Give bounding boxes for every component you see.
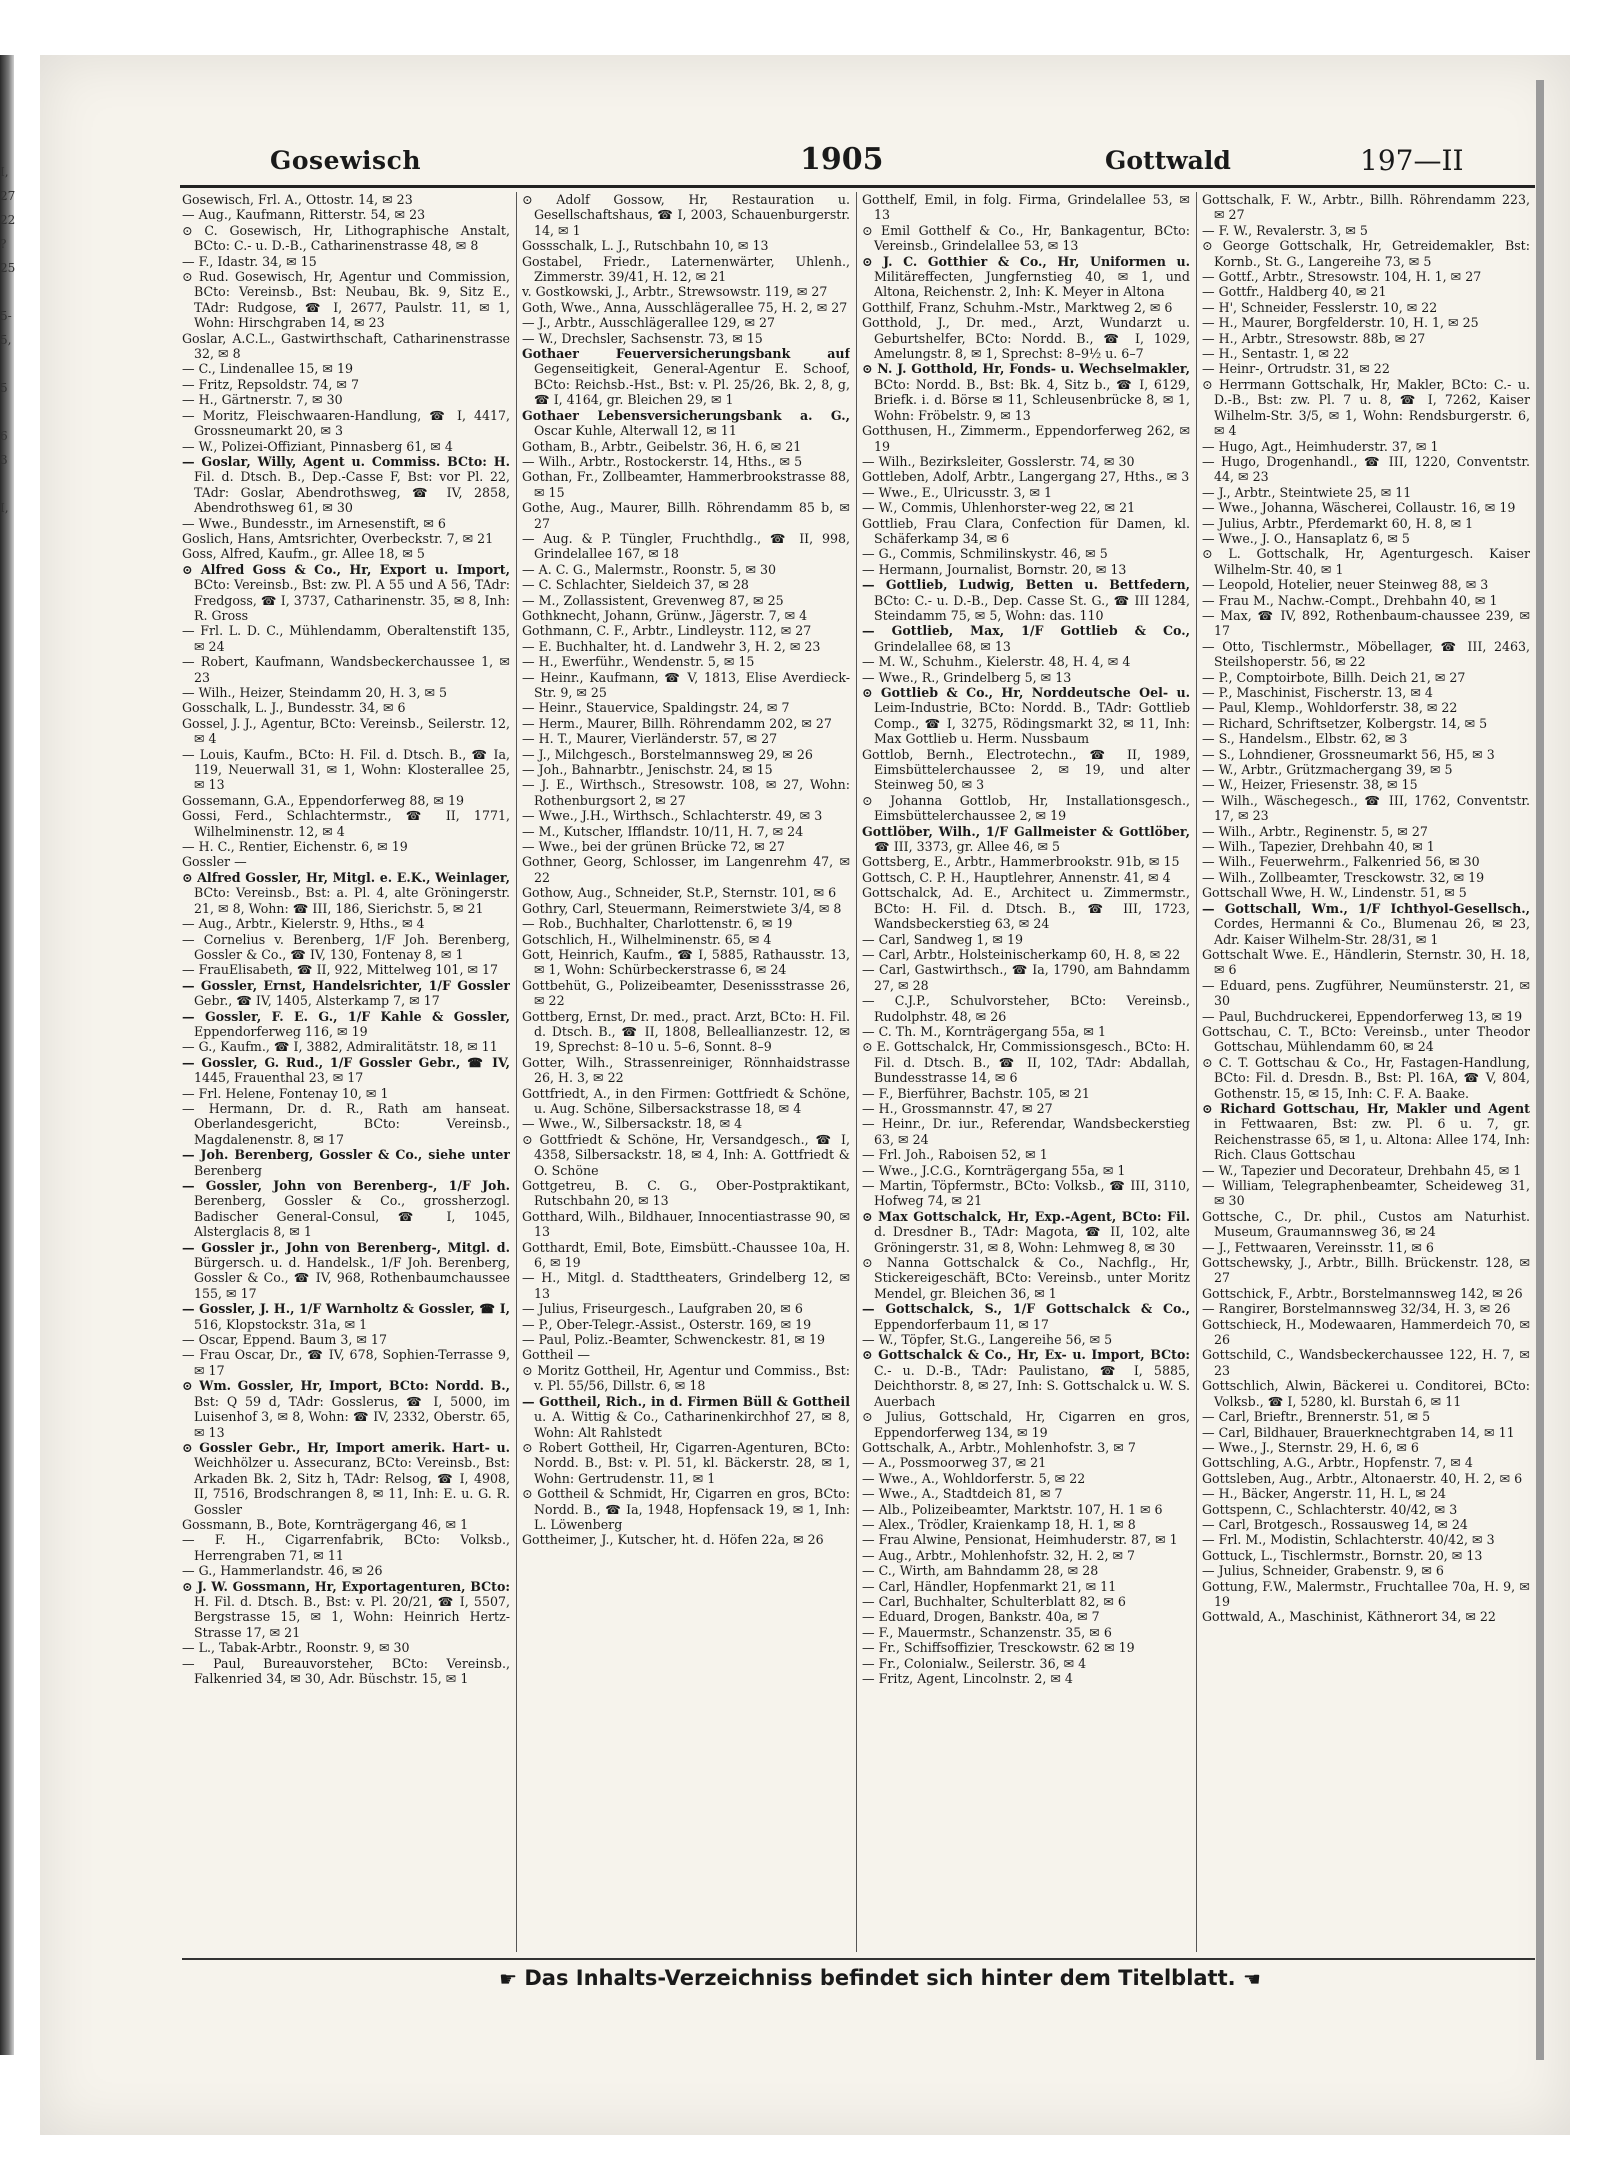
directory-entry: — J., Arbtr., Steintwiete 25, ✉ 11 (1202, 484, 1412, 500)
directory-entry: Gotthusen, H., Zimmerm., Eppendorferweg 262, ✉ 19 (862, 423, 1190, 454)
directory-entry: Gothow, Aug., Schneider, St.P., Sternstr. 101, ✉ 6 (522, 885, 837, 901)
directory-entry: Gottschling, A.G., Arbtr., Hopfenstr. 7, ✉ 4 (1202, 1455, 1473, 1471)
directory-entry: — Frl. M., Modistin, Schlachterstr. 40/42, ✉ 3 (1202, 1532, 1495, 1548)
directory-entry: — Joh. Berenberg, Gossler & Co., siehe unter Berenberg (182, 1147, 510, 1178)
directory-entry: ⊙ Gottschalck & Co., Hr, Ex- u. Import, BCto: C.- u. D.-B., TAdr: Paulistano, ☎ I, 5885, Deichthorstr. 8, ✉ 27, Inh: S. Gottschalck u. W. S. Auerbach (862, 1347, 1190, 1409)
directory-entry: Gothe, Aug., Maurer, Billh. Röhrendamm 85 b, ✉ 27 (522, 500, 850, 531)
directory-entry: — Wilh., Zollbeamter, Tresckowstr. 32, ✉ 19 (1202, 869, 1485, 885)
directory-entry: Gottheimer, J., Kutscher, ht. d. Höfen 22a, ✉ 26 (522, 1532, 824, 1548)
directory-entry: Gossi, Ferd., Schlachtermstr., ☎ II, 1771, Wilhelminenstr. 12, ✉ 4 (182, 808, 510, 839)
directory-entry: — J. E., Wirthsch., Stresowstr. 108, ✉ 27, Wohn: Rothenburgsort 2, ✉ 27 (522, 777, 850, 808)
directory-entry: ⊙ Gossler Gebr., Hr, Import amerik. Hart- u. Weichhölzer u. Assecuranz, BCto: Vereinsb., Bst: Arkaden Bk. 2, Sitz h, TAdr: Relsog, ☎ I, 4908, II, 7516, Brodschrangen 8, ✉ 11, Inh: E. u. G. R. Gossler (182, 1439, 510, 1517)
directory-entry: — Carl, Gastwirthsch., ☎ Ia, 1790, am Bahndamm 27, ✉ 28 (862, 962, 1190, 993)
directory-entry: — F. H., Cigarrenfabrik, BCto: Volksb., Herrengraben 71, ✉ 11 (182, 1532, 510, 1563)
directory-entry: — Wwe., J. O., Hansaplatz 6, ✉ 5 (1202, 530, 1410, 546)
directory-entry: — Richard, Schriftsetzer, Kolbergstr. 14, ✉ 5 (1202, 715, 1488, 731)
directory-entry: — Carl, Buchhalter, Schulterblatt 82, ✉ 6 (862, 1593, 1126, 1609)
directory-entry: — Aug., Arbtr., Kielerstr. 9, Hths., ✉ 4 (182, 916, 425, 932)
margin-fragment (0, 472, 22, 496)
directory-entry: — Paul, Buchdruckerei, Eppendorferweg 13, ✉ 19 (1202, 1008, 1523, 1024)
directory-entry: — H., Ewerführ., Wendenstr. 5, ✉ 15 (522, 654, 755, 670)
directory-entry: Gottschlich, Alwin, Bäckerei u. Conditorei, BCto: Volksb., ☎ I, 5280, kl. Burstah 6, ✉ 11 (1202, 1378, 1530, 1409)
directory-entry: — Rob., Buchhalter, Charlottenstr. 6, ✉ 19 (522, 916, 793, 932)
directory-entry: ⊙ Moritz Gottheil, Hr, Agentur und Commiss., Bst: v. Pl. 55/56, Dillstr. 6, ✉ 18 (522, 1362, 850, 1394)
margin-fragment: I, (0, 165, 9, 179)
directory-entry: — Carl, Bildhauer, Brauerknechtgraben 14, ✉ 11 (1202, 1424, 1515, 1440)
directory-entry: — A., Possmoorweg 37, ✉ 21 (862, 1455, 1047, 1471)
directory-entry: — G., Hammerlandstr. 46, ✉ 26 (182, 1563, 383, 1579)
directory-entry: Gottschild, C., Wandsbeckerchaussee 122, H. 7, ✉ 23 (1202, 1347, 1530, 1378)
margin-fragment: 27 (0, 189, 16, 203)
directory-entry: — Gossler, G. Rud., 1/F Gossler Gebr., ☎ IV, 1445, Frauenthal 23, ✉ 17 (182, 1054, 510, 1086)
directory-entry: — Oscar, Eppend. Baum 3, ✉ 17 (182, 1332, 387, 1348)
directory-entry: — Frl. Helene, Fontenay 10, ✉ 1 (182, 1085, 389, 1101)
directory-entry: — C. Schlachter, Sieldeich 37, ✉ 28 (522, 577, 749, 593)
directory-entry: Gottschewsky, J., Arbtr., Billh. Brückenstr. 128, ✉ 27 (1202, 1255, 1530, 1286)
directory-entry: — Wilh., Arbtr., Rostockerstr. 14, Hths., ✉ 5 (522, 453, 803, 469)
margin-fragment: ? (0, 237, 7, 251)
directory-entry: — Frau Alwine, Pensionat, Heimhuderstr. 87, ✉ 1 (862, 1532, 1178, 1548)
directory-entry: — M. W., Schuhm., Kielerstr. 48, H. 4, ✉ 4 (862, 654, 1131, 670)
directory-entry: — F., Bierführer, Bachstr. 105, ✉ 21 (862, 1085, 1090, 1101)
directory-entry: ⊙ Richard Gottschau, Hr, Makler und Agent in Fettwaaren, Bst: zw. Pl. 6 u. 7, gr. Reichenstrasse 65, ✉ 1, u. Altona: Allee 174, Inh: Rich. Claus Gottschau (1202, 1100, 1530, 1163)
directory-entry: — Carl, Arbtr., Holsteinischerkamp 60, H. 8, ✉ 22 (862, 946, 1181, 962)
directory-entry: v. Gostkowski, J., Arbtr., Strewsowstr. 119, ✉ 27 (522, 284, 828, 300)
directory-entry: — Paul, Klemp., Wohldorferstr. 38, ✉ 22 (1202, 700, 1458, 716)
directory-entry: ⊙ Alfred Gossler, Hr, Mitgl. e. E.K., Weinlager, BCto: Vereinsb., Bst: a. Pl. 4, alte Gröningerstr. 21, ✉ 8, Wohn: ☎ III, 186, Sierichstr. 5, ✉ 21 (182, 869, 510, 916)
page-number: 197—II (1360, 144, 1464, 177)
directory-entry: — P., Ober-Telegr.-Assist., Osterstr. 169, ✉ 19 (522, 1316, 812, 1332)
directory-entry: — Leopold, Hotelier, neuer Steinweg 88, ✉ 3 (1202, 577, 1489, 593)
directory-entry: — F. W., Revalerstr. 3, ✉ 5 (1202, 222, 1368, 238)
directory-entry: ⊙ E. Gottschalck, Hr, Commissionsgesch., BCto: H. Fil. d. Dtsch. B., ☎ II, 102, TAdr: Abdallah, Bundesstrasse 14, ✉ 6 (862, 1039, 1190, 1086)
directory-entry: — Gossler jr., John von Berenberg-, Mitgl. d. Bürgersch. u. d. Handelsk., 1/F Joh. Berenberg, Gossler & Co., ☎ IV, 968, Rothenbaumchaussee 155, ✉ 17 (182, 1239, 510, 1301)
directory-entry: — Robert, Kaufmann, Wandsbeckerchaussee 1, ✉ 23 (182, 654, 510, 685)
directory-entry: Gottfriedt, A., in den Firmen: Gottfriedt & Schöne, u. Aug. Schöne, Silbersackstrasse 18, ✉ 4 (522, 1085, 850, 1116)
directory-entry: — Wwe., bei der grünen Brücke 72, ✉ 27 (522, 839, 785, 855)
directory-entry: — J., Arbtr., Ausschlägerallee 129, ✉ 27 (522, 315, 776, 331)
margin-fragment: 5- (0, 309, 12, 323)
directory-entry: Gotthelf, Emil, in folg. Firma, Grindelallee 53, ✉ 13 (862, 192, 1190, 223)
directory-entry: Gothaer Feuerversicherungsbank auf Gegenseitigkeit, General-Agentur E. Schoof, BCto: Reichsb.-Hst., Bst: v. Pl. 25/26, Bk. 2, 8, g, ☎ I, 4164, gr. Bleichen 29, ✉ 1 (522, 346, 850, 408)
directory-entry: Gothmann, C. F., Arbtr., Lindleystr. 112, ✉ 27 (522, 623, 812, 639)
directory-entry: Gottheil — (522, 1347, 590, 1363)
directory-entry: Gottleben, Adolf, Arbtr., Langergang 27, Hths., ✉ 3 (862, 469, 1190, 485)
directory-entry: Gothry, Carl, Steuermann, Reimerstwiete 3/4, ✉ 8 (522, 900, 842, 916)
directory-entry: Gotthard, Wilh., Bildhauer, Innocentiastrasse 90, ✉ 13 (522, 1208, 850, 1240)
directory-entry: Gottschalk, F. W., Arbtr., Billh. Röhrendamm 223, ✉ 27 (1202, 192, 1530, 223)
directory-entry: — Wwe., E., Ulricusstr. 3, ✉ 1 (862, 484, 1053, 500)
directory-entry: — Frl. Joh., Raboisen 52, ✉ 1 (862, 1147, 1048, 1163)
footer-text: Das Inhalts-Verzeichniss befindet sich hinter dem Titelblatt. (524, 1966, 1236, 1990)
directory-entry: — Paul, Poliz.-Beamter, Schwenckestr. 81, ✉ 19 (522, 1332, 826, 1348)
directory-entry: — Fritz, Repsoldstr. 74, ✉ 7 (182, 376, 359, 392)
directory-column-4 (1202, 192, 1530, 1952)
directory-entry: — Wilh., Bezirksleiter, Gosslerstr. 74, ✉ 30 (862, 453, 1135, 469)
directory-entry: — Alex., Trödler, Kraienkamp 18, H. 1, ✉ 8 (862, 1516, 1136, 1532)
margin-fragment (0, 352, 22, 376)
directory-entry: — Gossler, Ernst, Handelsrichter, 1/F Gossler Gebr., ☎ IV, 1405, Alsterkamp 7, ✉ 17 (182, 977, 510, 1009)
directory-entry: ⊙ Gottlieb & Co., Hr, Norddeutsche Oel- u. Leim-Industrie, BCto: Nordd. B., TAdr: Gottlieb Comp., ☎ I, 3275, Rödingsmarkt 32, ✉ 11, Inh: Max Gottlieb u. Herm. Nussbaum (862, 685, 1190, 747)
directory-entry: — Julius, Friseurgesch., Laufgraben 20, ✉ 6 (522, 1301, 803, 1317)
pointing-hand-right-icon: ☛ (499, 1967, 518, 1991)
directory-entry: — H., Grossmannstr. 47, ✉ 27 (862, 1100, 1053, 1116)
directory-entry: — Frau M., Nachw.-Compt., Drehbahn 40, ✉ 1 (1202, 592, 1498, 608)
pointing-hand-left-icon: ☚ (1242, 1967, 1261, 1991)
directory-entry: ⊙ George Gottschalk, Hr, Getreidemakler, Bst: Kornb., St. G., Langereihe 73, ✉ 5 (1202, 238, 1530, 269)
directory-entry: Gotthold, J., Dr. med., Arzt, Wundarzt u. Geburtshelfer, BCto: Nordd. B., ☎ I, 1029, Amelungstr. 8, ✉ 1, Sprechst: 8–9½ u. 6–7 (862, 315, 1190, 362)
directory-entry: Gossmann, B., Bote, Kornträgergang 46, ✉ 1 (182, 1516, 469, 1532)
directory-entry: Gottspenn, C., Schlachterstr. 40/42, ✉ 3 (1202, 1501, 1458, 1517)
directory-entry: Gottschalck, Ad. E., Architect u. Zimmermstr., BCto: H. Fil. d. Dtsch. B., ☎ III, 1723, Wandsbeckerstieg 63, ✉ 24 (862, 885, 1190, 932)
directory-entry: — Carl, Händler, Hopfenmarkt 21, ✉ 11 (862, 1578, 1117, 1594)
directory-entry: Gothaer Lebensversicherungsbank a. G., Oscar Kuhle, Alterwall 12, ✉ 11 (522, 407, 850, 439)
directory-entry: — S., Lohndiener, Grossneumarkt 56, H5, ✉ 3 (1202, 746, 1495, 762)
directory-entry: Gothner, Georg, Schlosser, im Langenrehm 47, ✉ 22 (522, 854, 850, 885)
margin-fragment (0, 400, 22, 424)
directory-entry: — Cornelius v. Berenberg, 1/F Joh. Berenberg, Gossler & Co., ☎ IV, 130, Fontenay 8, ✉ 1 (182, 931, 510, 962)
directory-entry: — P., Maschinist, Fischerstr. 13, ✉ 4 (1202, 685, 1433, 700)
directory-entry: Gottlöber, Wilh., 1/F Gallmeister & Gottlöber, ☎ III, 3373, gr. Allee 46, ✉ 5 (862, 823, 1190, 855)
directory-entry: — FrauElisabeth, ☎ II, 922, Mittelweg 101, ✉ 17 (182, 962, 499, 978)
directory-entry: Gottsleben, Aug., Arbtr., Altonaerstr. 40, H. 2, ✉ 6 (1202, 1470, 1523, 1486)
directory-entry: Gossemann, G.A., Eppendorferweg 88, ✉ 19 (182, 792, 465, 808)
directory-entry: — M., Kutscher, Ifflandstr. 10/11, H. 7, ✉ 24 (522, 823, 804, 839)
directory-entry: — A. C. G., Malermstr., Roonstr. 5, ✉ 30 (522, 561, 777, 577)
directory-entry: Goth, Wwe., Anna, Ausschlägerallee 75, H. 2, ✉ 27 (522, 299, 848, 315)
directory-entry: ⊙ C. Gosewisch, Hr, Lithographische Anstalt, BCto: C.- u. D.-B., Catharinenstrasse 48, ✉ 8 (182, 222, 510, 254)
directory-entry: — W., Töpfer, St.G., Langereihe 56, ✉ 5 (862, 1332, 1113, 1348)
footer-rule (182, 1958, 1535, 1960)
directory-entry: — Gottschalck, S., 1/F Gottschalck & Co., Eppendorferbaum 11, ✉ 17 (862, 1301, 1190, 1332)
directory-entry: — C., Wirth, am Bahndamm 28, ✉ 28 (862, 1563, 1099, 1579)
directory-entry: Gossel, J. J., Agentur, BCto: Vereinsb., Seilerstr. 12, ✉ 4 (182, 715, 510, 747)
directory-entry: ⊙ Alfred Goss & Co., Hr, Export u. Import, BCto: Vereinsb., Bst: zw. Pl. A 55 und A 56, TAdr: Fredgoss, ☎ I, 3737, Catharinenstr. 35, ✉ 8, Inh: R. Gross (182, 561, 510, 623)
directory-entry: ⊙ N. J. Gotthold, Hr, Fonds- u. Wechselmakler, BCto: Nordd. B., Bst: Bk. 4, Sitz b., ☎ I, 6129, Briefk. i. d. Börse ✉ 11, Schleusenbrücke 8, ✉ 1, Wohn: Fröbelstr. 9, ✉ 13 (862, 361, 1190, 423)
directory-column-3 (862, 192, 1190, 1952)
directory-entry: — H., Sentastr. 1, ✉ 22 (1202, 346, 1350, 362)
directory-entry: Gottschau, C. T., BCto: Vereinsb., unter Theodor Gottschau, Mühlendamm 60, ✉ 24 (1202, 1023, 1530, 1055)
directory-entry: Gottung, F.W., Malermstr., Fruchtallee 70a, H. 9, ✉ 19 (1202, 1578, 1530, 1609)
directory-entry: Gotschlich, H., Wilhelminenstr. 65, ✉ 4 (522, 931, 772, 947)
directory-entry: — Carl, Sandweg 1, ✉ 19 (862, 931, 1024, 947)
directory-entry: — Gottschall, Wm., 1/F Ichthyol-Gesellsch., Cordes, Hermanni & Co., Blumenau 26, ✉ 23, Adr. Kaiser Wilhelm-Str. 28/31, ✉ 1 (1202, 900, 1530, 947)
directory-entry: — Fr., Schiffsoffizier, Tresckowstr. 62 ✉ 19 (862, 1640, 1135, 1656)
directory-entry: — Wwe., J.C.G., Kornträgergang 55a, ✉ 1 (862, 1162, 1126, 1178)
margin-fragment: 3 (0, 453, 8, 467)
directory-entry: — H. C., Rentier, Eichenstr. 6, ✉ 19 (182, 839, 408, 855)
directory-entry: ⊙ Max Gottschalck, Hr, Exp.-Agent, BCto: Fil. d. Dresdner B., TAdr: Magota, ☎ II, 102, alte Gröningerstr. 31, ✉ 8, Wohn: Lehmweg 8, ✉ 30 (862, 1208, 1190, 1255)
directory-entry: Gottbehüt, G., Polizeibeamter, Desenissstrasse 26, ✉ 22 (522, 977, 850, 1009)
directory-entry: — Heinr., Dr. iur., Referendar, Wandsbeckerstieg 63, ✉ 24 (862, 1116, 1190, 1147)
directory-entry: Gottberg, Ernst, Dr. med., pract. Arzt, BCto: H. Fil. d. Dtsch. B., ☎ II, 1808, Belleallianzestr. 12, ✉ 19, Sprechst: 8–10 u. 5–6, Sonnt. 8–9 (522, 1008, 850, 1055)
directory-entry: Gottsch, C. P. H., Hauptlehrer, Annenstr. 41, ✉ 4 (862, 869, 1171, 885)
directory-entry: — Gottlieb, Ludwig, Betten u. Bettfedern, BCto: C.- u. D.-B., Dep. Casse St. G., ☎ III 1284, Steindamm 75, ✉ 5, Wohn: das. 110 (862, 577, 1190, 623)
directory-entry: ⊙ Rud. Gosewisch, Hr, Agentur und Commission, BCto: Vereinsb., Bst: Neubau, Bk. 9, Sitz E., TAdr: Rudgose, ☎ I, 2677, Paulstr. 11, ✉ 1, Wohn: Hirschgraben 14, ✉ 23 (182, 269, 510, 331)
directory-entry: — Gottheil, Rich., in d. Firmen Büll & Gottheil u. A. Wittig & Co., Catharinenkirchhof 27, ✉ 8, Wohn: Alt Rahlstedt (522, 1393, 850, 1440)
directory-entry: Gossler — (182, 854, 247, 870)
column-divider (856, 192, 857, 1952)
directory-entry: — Aug., Arbtr., Mohlenhofstr. 32, H. 2, ✉ 7 (862, 1547, 1136, 1563)
directory-entry: — Carl, Brotgesch., Rossausweg 14, ✉ 24 (1202, 1516, 1468, 1532)
column-divider (1196, 192, 1197, 1952)
directory-entry: Goslar, A.C.L., Gastwirthschaft, Catharinenstrasse 32, ✉ 8 (182, 330, 510, 362)
directory-entry: — W., Commis, Uhlenhorster-weg 22, ✉ 21 (862, 500, 1136, 516)
directory-entry: — F., Idastr. 34, ✉ 15 (182, 253, 317, 269)
margin-fragment: 25 (0, 261, 16, 275)
directory-entry: — G., Commis, Schmilinskystr. 46, ✉ 5 (862, 546, 1108, 562)
directory-entry: ⊙ Robert Gottheil, Hr, Cigarren-Agenturen, BCto: Nordd. B., Bst: v. Pl. 51, kl. Bäckerstr. 28, ✉ 1, Wohn: Gertrudenstr. 11, ✉ 1 (522, 1439, 850, 1486)
directory-entry: ⊙ C. T. Gottschau & Co., Hr, Fastagen-Handlung, BCto: Fil. d. Dresdn. B., Bst: Pl. 16A, ☎ V, 804, Gothenstr. 15, ✉ 15, Inh: C. F. A. Baake. (1202, 1054, 1530, 1101)
directory-entry: — L., Tabak-Arbtr., Roonstr. 9, ✉ 30 (182, 1640, 410, 1656)
directory-entry: — Eduard, pens. Zugführer, Neumünsterstr. 21, ✉ 30 (1202, 977, 1530, 1009)
directory-entry: ⊙ Gottheil & Schmidt, Hr, Cigarren en gros, BCto: Nordd. B., ☎ Ia, 1948, Hopfensack 19, ✉ 1, Inh: L. Löwenberg (522, 1486, 850, 1532)
directory-entry: ⊙ J. W. Gossmann, Hr, Exportagenturen, BCto: H. Fil. d. Dtsch. B., Bst: v. Pl. 20/21, ☎ I, 5507, Bergstrasse 15, ✉ 1, Wohn: Heinrich Hertz-Strasse 17, ✉ 21 (182, 1578, 510, 1640)
directory-entry: — Gottf., Arbtr., Stresowstr. 104, H. 1, ✉ 27 (1202, 269, 1482, 285)
directory-entry: — Wwe., J.H., Wirthsch., Schlachterstr. 49, ✉ 3 (522, 808, 823, 824)
directory-entry: Gottwald, A., Maschinist, Käthnerort 34, ✉ 22 (1202, 1609, 1496, 1625)
directory-entry: Gottuck, L., Tischlermstr., Bornstr. 20, ✉ 13 (1202, 1547, 1483, 1563)
margin-fragment: I, (0, 501, 9, 515)
directory-entry: ⊙ Julius, Gottschald, Hr, Cigarren en gros, Eppendorferweg 134, ✉ 19 (862, 1409, 1190, 1440)
directory-entry: ⊙ Herrmann Gottschalk, Hr, Makler, BCto: C.- u. D.-B., Bst: zw. Pl. 7 u. 8, ☎ I, 7262, Kaiser Wilhelm-Str. 3/5, ✉ 1, Wohn: Rendsburgerstr. 6, ✉ 4 (1202, 376, 1530, 439)
directory-entry: — Frl. L. D. C., Mühlendamm, Oberaltenstift 135, ✉ 24 (182, 623, 510, 654)
directory-entry: — Heinr., Kaufmann, ☎ V, 1813, Elise Averdieck-Str. 9, ✉ 25 (522, 669, 850, 700)
directory-entry: Gossschalk, L. J., Rutschbahn 10, ✉ 13 (522, 238, 769, 254)
directory-entry: Gottschalt Wwe. E., Händlerin, Sternstr. 30, H. 18, ✉ 6 (1202, 946, 1530, 978)
directory-entry: Gottschick, F., Arbtr., Borstelmannsweg 142, ✉ 26 (1202, 1285, 1523, 1301)
directory-entry: — W., Tapezier und Decorateur, Drehbahn 45, ✉ 1 (1202, 1162, 1522, 1178)
directory-entry: — P., Comptoirbote, Billh. Deich 21, ✉ 27 (1202, 669, 1466, 685)
directory-entry: — Carl, Brieftr., Brennerstr. 51, ✉ 5 (1202, 1409, 1431, 1425)
directory-entry: — Wilh., Wäschegesch., ☎ III, 1762, Conventstr. 17, ✉ 23 (1202, 792, 1530, 824)
directory-entry: ⊙ Gottfriedt & Schöne, Hr, Versandgesch., ☎ I, 4358, Silbersackstr. 18, ✉ 4, Inh: A. Gottfriedt & O. Schöne (522, 1131, 850, 1178)
directory-entry: — Gossler, F. E. G., 1/F Kahle & Gossler, Eppendorferweg 116, ✉ 19 (182, 1008, 510, 1039)
directory-entry: Gostabel, Friedr., Laternenwärter, Uhlenh., Zimmerstr. 39/41, H. 12, ✉ 21 (522, 253, 850, 285)
directory-entry: — Max, ☎ IV, 892, Rothenbaum-chaussee 239, ✉ 17 (1202, 607, 1530, 639)
header-last-name: Gottwald (1105, 146, 1231, 175)
column-divider (516, 192, 517, 1952)
directory-entry: — Heinr., Stauervice, Spaldingstr. 24, ✉ 7 (522, 700, 790, 716)
directory-entry: — F., Mauermstr., Schanzenstr. 35, ✉ 6 (862, 1624, 1112, 1640)
directory-entry: — Julius, Schneider, Grabenstr. 9, ✉ 6 (1202, 1563, 1444, 1579)
directory-entry: Gottschieck, H., Modewaaren, Hammerdeich 70, ✉ 26 (1202, 1316, 1530, 1348)
directory-entry: ⊙ Emil Gotthelf & Co., Hr, Bankagentur, BCto: Vereinsb., Grindelallee 53, ✉ 13 (862, 222, 1190, 254)
directory-entry: — Fritz, Agent, Lincolnstr. 2, ✉ 4 (862, 1671, 1073, 1686)
directory-column-1 (182, 192, 510, 1952)
directory-entry: — Hermann, Dr. d. R., Rath am hanseat. Oberlandesgericht, BCto: Vereinsb., Magdalenenstr. 8, ✉ 17 (182, 1100, 510, 1147)
directory-entry: — Moritz, Fleischwaaren-Handlung, ☎ I, 4417, Grossneumarkt 20, ✉ 3 (182, 407, 510, 439)
directory-entry: Gottlob, Bernh., Electrotechn., ☎ II, 1989, Eimsbüttelerchaussee 2, ✉ 19, und alter Steinweg 50, ✉ 3 (862, 746, 1190, 793)
directory-entry: — Otto, Tischlermstr., Möbellager, ☎ III, 2463, Steilshoperstr. 56, ✉ 22 (1202, 638, 1530, 670)
directory-entry: — Heinr-, Ortrudstr. 31, ✉ 22 (1202, 361, 1390, 377)
directory-entry: Gosewisch, Frl. A., Ottostr. 14, ✉ 23 (182, 192, 413, 207)
directory-entry: — M., Zollassistent, Grevenweg 87, ✉ 25 (522, 592, 784, 608)
directory-entry: — H., Gärtnerstr. 7, ✉ 30 (182, 392, 343, 408)
directory-entry: — Wilh., Feuerwehrm., Falkenried 56, ✉ 30 (1202, 854, 1480, 870)
header-year: 1905 (800, 142, 884, 177)
directory-entry: — Frau Oscar, Dr., ☎ IV, 678, Sophien-Terrasse 9, ✉ 17 (182, 1347, 510, 1378)
directory-entry: Gottgetreu, B. C. G., Ober-Postpraktikant, Rutschbahn 20, ✉ 13 (522, 1178, 850, 1209)
directory-entry: — Hugo, Drogenhandl., ☎ III, 1220, Conventstr. 44, ✉ 23 (1202, 453, 1530, 485)
directory-entry: Gotter, Wilh., Strassenreiniger, Rönnhaidstrasse 26, H. 3, ✉ 22 (522, 1054, 850, 1086)
directory-entry: Gotthardt, Emil, Bote, Eimsbütt.-Chaussee 10a, H. 6, ✉ 19 (522, 1239, 850, 1271)
directory-entry: — Alb., Polizeibeamter, Marktstr. 107, H. 1 ✉ 6 (862, 1501, 1163, 1517)
directory-columns (182, 192, 1535, 1952)
directory-entry: — J., Milchgesch., Borstelmannsweg 29, ✉ 26 (522, 746, 813, 762)
directory-entry: — C. Th. M., Kornträgergang 55a, ✉ 1 (862, 1023, 1106, 1039)
header-rule (180, 185, 1535, 188)
directory-column-2 (522, 192, 850, 1952)
directory-entry: Goslich, Hans, Amtsrichter, Overbeckstr. 7, ✉ 21 (182, 530, 494, 546)
directory-entry: — H., Arbtr., Stresowstr. 88b, ✉ 27 (1202, 330, 1426, 346)
directory-entry: — Hermann, Journalist, Bornstr. 20, ✉ 13 (862, 561, 1127, 577)
directory-entry: Gotthilf, Franz, Schuhm.-Mstr., Marktweg 2, ✉ 6 (862, 299, 1173, 315)
directory-entry: — Hugo, Agt., Heimhuderstr. 37, ✉ 1 (1202, 438, 1439, 454)
directory-entry: Goss, Alfred, Kaufm., gr. Allee 18, ✉ 5 (182, 546, 425, 562)
directory-entry: Gott, Heinrich, Kaufm., ☎ I, 5885, Rathausstr. 13, ✉ 1, Wohn: Schürbeckerstrasse 6, ✉ 24 (522, 946, 850, 978)
directory-entry: — Wilh., Arbtr., Reginenstr. 5, ✉ 27 (1202, 823, 1428, 839)
directory-entry: — H. T., Maurer, Vierländerstr. 57, ✉ 27 (522, 731, 778, 747)
directory-entry: — C.J.P., Schulvorsteher, BCto: Vereinsb., Rudolphstr. 48, ✉ 26 (862, 993, 1190, 1024)
page-header (150, 140, 1535, 180)
directory-entry: — W., Arbtr., Grützmachergang 39, ✉ 5 (1202, 762, 1453, 778)
directory-entry: — Fr., Colonialw., Seilerstr. 36, ✉ 4 (862, 1655, 1087, 1671)
page-right-edge (1536, 80, 1544, 2060)
directory-entry: — H., Maurer, Borgfelderstr. 10, H. 1, ✉ 25 (1202, 315, 1479, 331)
directory-entry: — Gottlieb, Max, 1/F Gottlieb & Co., Grindelallee 68, ✉ 13 (862, 623, 1190, 654)
directory-entry: — H', Schneider, Fesslerstr. 10, ✉ 22 (1202, 299, 1438, 315)
directory-entry: — H., Bäcker, Angerstr. 11, H. L, ✉ 24 (1202, 1486, 1447, 1502)
directory-entry: Gottschalk, A., Arbtr., Mohlenhofstr. 3, ✉ 7 (862, 1439, 1136, 1455)
directory-entry: — Wwe., J., Sternstr. 29, H. 6, ✉ 6 (1202, 1439, 1419, 1455)
directory-entry: ⊙ Johanna Gottlob, Hr, Installationsgesch., Eimsbüttelerchaussee 2, ✉ 19 (862, 792, 1190, 824)
directory-entry: — Martin, Töpfermstr., BCto: Volksb., ☎ III, 3110, Hofweg 74, ✉ 21 (862, 1178, 1190, 1209)
directory-entry: Gotham, B., Arbtr., Geibelstr. 36, H. 6, ✉ 21 (522, 438, 802, 454)
margin-fragment: 6 (0, 429, 8, 443)
directory-entry: — William, Telegraphenbeamter, Scheideweg 31, ✉ 30 (1202, 1178, 1530, 1209)
directory-entry: — Paul, Bureauvorsteher, BCto: Vereinsb., Falkenried 34, ✉ 30, Adr. Büschstr. 15, ✉ 1 (182, 1655, 510, 1686)
directory-entry: Gothknecht, Johann, Grünw., Jägerstr. 7, ✉ 4 (522, 607, 808, 623)
directory-entry: ⊙ J. C. Gotthier & Co., Hr, Uniformen u. Militäreffecten, Jungfernstieg 40, ✉ 1, und Altona, Reichenstr. 2, Inh: K. Meyer in Altona (862, 253, 1190, 300)
directory-entry: — Gossler, John von Berenberg-, 1/F Joh. Berenberg, Gossler & Co., grossherzogl. Badischer General-Consul, ☎ I, 1045, Alsterglacis 8, ✉ 1 (182, 1178, 510, 1240)
directory-entry: ⊙ Adolf Gossow, Hr, Restauration u. Gesellschaftshaus, ☎ I, 2003, Schauenburgerstr. 14, ✉ 1 (522, 192, 850, 238)
margin-fragment: 22 (0, 213, 16, 227)
directory-entry: — W., Polizei-Offiziant, Pinnasberg 61, ✉ 4 (182, 438, 453, 454)
directory-entry: — Gottfr., Haldberg 40, ✉ 21 (1202, 284, 1387, 300)
directory-entry: ⊙ Nanna Gottschalck & Co., Nachflg., Hr, Stickereigeschäft, BCto: Vereinsb., unter Moritz Mendel, gr. Bleichen 36, ✉ 1 (862, 1255, 1190, 1301)
directory-entry: — Wwe., R., Grindelberg 5, ✉ 13 (862, 669, 1072, 685)
directory-entry: Gottsberg, E., Arbtr., Hammerbrookstr. 91b, ✉ 15 (862, 854, 1180, 870)
margin-fragment (0, 280, 22, 304)
directory-entry: — H., Mitgl. d. Stadttheaters, Grindelberg 12, ✉ 13 (522, 1270, 850, 1301)
directory-entry: — Wilh., Tapezier, Drehbahn 40, ✉ 1 (1202, 839, 1435, 855)
directory-entry: — Herm., Maurer, Billh. Röhrendamm 202, ✉ 27 (522, 715, 832, 731)
directory-entry: — Wwe., Bundesstr., im Arnesenstift, ✉ 6 (182, 515, 446, 531)
directory-entry: — W., Drechsler, Sachsenstr. 73, ✉ 15 (522, 330, 763, 346)
directory-entry: — J., Fettwaaren, Vereinsstr. 11, ✉ 6 (1202, 1239, 1434, 1255)
directory-entry: — Louis, Kaufm., BCto: H. Fil. d. Dtsch. B., ☎ Ia, 119, Neuerwall 31, ✉ 1, Wohn: Klosterallee 25, ✉ 13 (182, 746, 510, 793)
directory-entry: — Goslar, Willy, Agent u. Commiss. BCto: H. Fil. d. Dtsch. B., Dep.-Casse F, Bst: vor Pl. 22, TAdr: Goslar, Abendrothsweg, ☎ IV, 2858, Abendrothsweg 61, ✉ 30 (182, 453, 510, 516)
directory-entry: — Wwe., A., Stadtdeich 81, ✉ 7 (862, 1486, 1063, 1502)
directory-entry: — Eduard, Drogen, Bankstr. 40a, ✉ 7 (862, 1609, 1100, 1625)
footer-note (430, 1966, 1330, 2000)
directory-entry: — C., Lindenallee 15, ✉ 19 (182, 361, 354, 377)
directory-entry: — Gossler, J. H., 1/F Warnholtz & Gossler, ☎ I, 516, Klopstockstr. 31a, ✉ 1 (182, 1301, 510, 1332)
directory-entry: — Wwe., Johanna, Wäscherei, Collaustr. 16, ✉ 19 (1202, 500, 1516, 516)
directory-entry: — S., Handelsm., Elbstr. 62, ✉ 3 (1202, 731, 1408, 747)
directory-entry: — Aug. & P. Tüngler, Fruchthdlg., ☎ II, 998, Grindelallee 167, ✉ 18 (522, 530, 850, 562)
directory-entry: — Wwe., A., Wohldorferstr. 5, ✉ 22 (862, 1470, 1086, 1486)
header-first-name: Gosewisch (270, 146, 421, 175)
margin-fragment: 5 (0, 381, 8, 395)
previous-page-margin (0, 160, 22, 760)
directory-entry: — Wwe., W., Silbersackstr. 18, ✉ 4 (522, 1116, 743, 1132)
directory-entry: Gottschall Wwe, H. W., Lindenstr. 51, ✉ 5 (1202, 885, 1467, 901)
directory-entry: — Wilh., Heizer, Steindamm 20, H. 3, ✉ 5 (182, 685, 448, 700)
directory-entry: — Julius, Arbtr., Pferdemarkt 60, H. 8, ✉ 1 (1202, 515, 1474, 531)
directory-entry: Gottsche, C., Dr. phil., Custos am Naturhist. Museum, Graumannsweg 36, ✉ 24 (1202, 1208, 1530, 1240)
margin-fragment: 5, (0, 333, 12, 347)
directory-entry: — Joh., Bahnarbtr., Jenischstr. 24, ✉ 15 (522, 762, 773, 778)
directory-entry: — G., Kaufm., ☎ I, 3882, Admiralitätstr. 18, ✉ 11 (182, 1039, 498, 1055)
directory-entry: — E. Buchhalter, ht. d. Landwehr 3, H. 2, ✉ 23 (522, 638, 821, 654)
directory-entry: — Aug., Kaufmann, Ritterstr. 54, ✉ 23 (182, 207, 426, 223)
directory-entry: — W., Heizer, Friesenstr. 38, ✉ 15 (1202, 777, 1418, 793)
directory-entry: ⊙ Wm. Gossler, Hr, Import, BCto: Nordd. B., Bst: Q 59 d, TAdr: Gosslerus, ☎ I, 5000, im Luisenhof 3, ✉ 8, Wohn: ☎ IV, 2332, Oberstr. 65, ✉ 13 (182, 1378, 510, 1440)
directory-entry: Gosschalk, L. J., Bundesstr. 34, ✉ 6 (182, 700, 406, 716)
directory-entry: ⊙ L. Gottschalk, Hr, Agenturgesch. Kaiser Wilhelm-Str. 40, ✉ 1 (1202, 546, 1530, 577)
directory-entry: Gothan, Fr., Zollbeamter, Hammerbrookstrasse 88, ✉ 15 (522, 469, 850, 500)
directory-entry: Gottlieb, Frau Clara, Confection für Damen, kl. Schäferkamp 34, ✉ 6 (862, 515, 1190, 546)
directory-entry: — Rangirer, Borstelmannsweg 32/34, H. 3, ✉ 26 (1202, 1301, 1511, 1317)
